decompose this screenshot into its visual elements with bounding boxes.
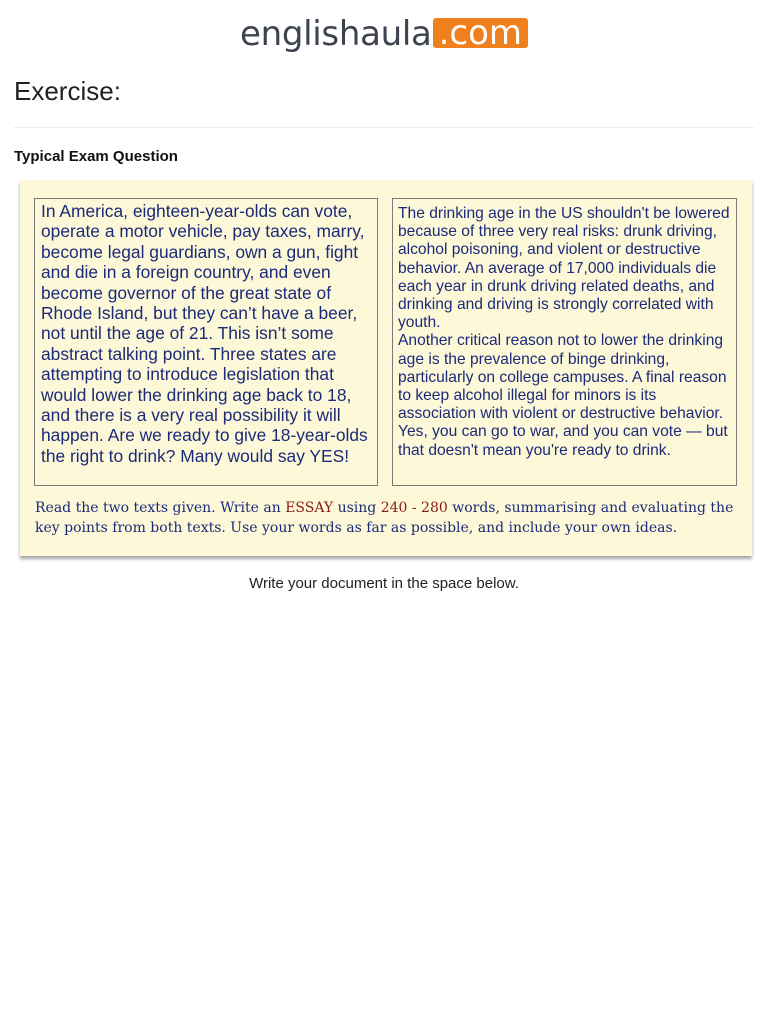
text-left-content: In America, eighteen-year-olds can vote, operate a motor vehicle, pay taxes, marry, become legal guardians, own a gun, fight and die in a foreign country, and even become governor of the great state of Rhode Island, but they can’t have a beer, not until the age of 21. This isn’t some abstract talking point. Three states are attempting to introduce legislation that would lower the drinking age back to 18, and there is a very real possibility it will happen. Are we ready to give 18-year-olds the right to drink? Many would say YES! bbox=[41, 201, 368, 466]
essay-instructions bbox=[35, 498, 745, 538]
divider bbox=[14, 127, 754, 128]
logo-brand-text: englishaula bbox=[239, 14, 432, 54]
essay-keyword: ESSAY bbox=[285, 500, 334, 516]
page-title: Exercise: bbox=[14, 76, 121, 106]
text-right-paragraph-2: Another critical reason not to lower the drinking age is the prevalence of binge drinking, particularly on college campuses. A final reason to keep alcohol illegal for minors is its association with violent or destructive behavior. Yes, you can go to war, and you can vote — but that doesn't mean you're ready to drink. bbox=[398, 332, 728, 459]
instructions-part-2: using bbox=[333, 500, 381, 516]
text-box-right bbox=[392, 198, 737, 486]
write-prompt-caption: Write your document in the space below. bbox=[249, 575, 519, 592]
text-box-left bbox=[34, 198, 378, 486]
instructions-part-1: Read the two texts given. Write an bbox=[35, 500, 286, 516]
logo-tld-badge: .com bbox=[433, 18, 528, 48]
site-logo[interactable] bbox=[0, 14, 768, 54]
exam-question-card bbox=[20, 180, 752, 556]
word-range: 240 - 280 bbox=[380, 500, 448, 516]
section-title: Typical Exam Question bbox=[14, 148, 178, 165]
instructions-part-3: words, summarising and evaluating the key points from both texts. Use your words as far as possible, and include your own ideas. bbox=[35, 500, 734, 536]
text-right-paragraph-1: The drinking age in the US shouldn't be lowered because of three very real risks: drunk driving, alcohol poisoning, and violent or destructive behavior. An average of 17,000 individuals die each year in drunk driving related deaths, and drinking and driving is strongly correlated with youth. bbox=[398, 205, 730, 332]
